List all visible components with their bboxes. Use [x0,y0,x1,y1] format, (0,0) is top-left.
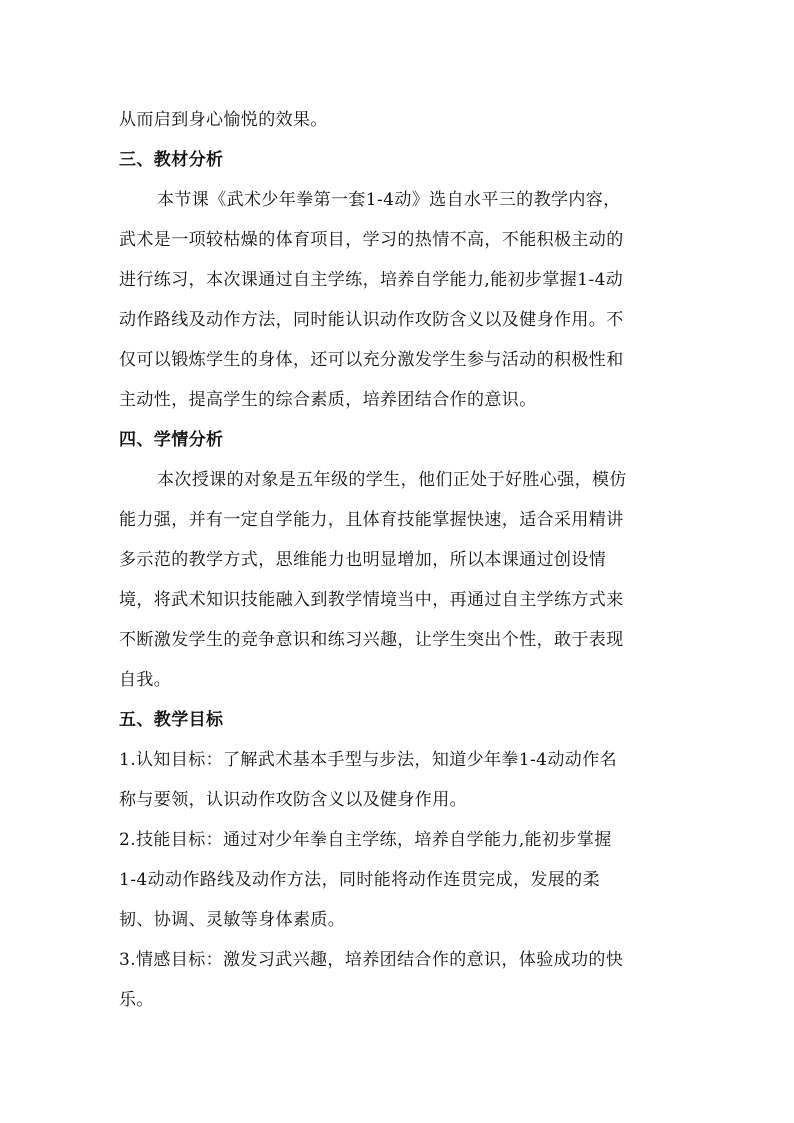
paragraph-line: 进行练习，本次课通过自主学练，培养自学能力,能初步掌握1-4动 [119,270,624,290]
paragraph-line: 动作路线及动作方法，同时能认识动作攻防含义以及健身作用。不 [119,310,624,330]
list-item-continuation: 韧、协调、灵敏等身体素质。 [119,910,346,930]
paragraph-line: 能力强，并有一定自学能力，且体育技能掌握快速，适合采用精讲 [119,510,624,530]
paragraph-line: 多示范的教学方式，思维能力也明显增加，所以本课通过创设情 [119,550,607,570]
paragraph-line: 武术是一项较枯燥的体育项目，学习的热情不高，不能积极主动的 [119,230,624,250]
section-heading-teaching-goals: 五、教学目标 [119,710,224,730]
paragraph-line: 自我。 [119,670,172,690]
paragraph-line: 本次授课的对象是五年级的学生，他们正处于好胜心强，模仿 [157,470,627,490]
list-item-continuation: 称与要领，认识动作攻防含义以及健身作用。 [119,790,467,810]
list-item-continuation: 乐。 [119,990,154,1010]
paragraph-line: 本节课《武术少年拳第一套1-4动》选自水平三的教学内容， [157,190,621,210]
paragraph-line: 主动性，提高学生的综合素质，培养团结合作的意识。 [119,390,537,410]
list-item-emotional-goal: 3.情感目标：激发习武兴趣，培养团结合作的意识，体验成功的快 [119,950,624,970]
paragraph-line: 仅可以锻炼学生的身体，还可以充分激发学生参与活动的积极性和 [119,350,624,370]
paragraph-line: 从而启到身心愉悦的效果。 [119,110,328,130]
paragraph-line: 境，将武术知识技能融入到教学情境当中，再通过自主学练方式来 [119,590,624,610]
section-heading-student-analysis: 四、学情分析 [119,430,224,450]
paragraph-line: 不断激发学生的竞争意识和练习兴趣，让学生突出个性，敢于表现 [119,630,624,650]
section-heading-textbook-analysis: 三、教材分析 [119,150,224,170]
list-item-continuation: 1-4动动作路线及动作方法，同时能将动作连贯完成，发展的柔 [119,870,600,890]
list-item-skill-goal: 2.技能目标：通过对少年拳自主学练，培养自学能力,能初步掌握 [119,830,612,850]
list-item-cognitive-goal: 1.认知目标：了解武术基本手型与步法，知道少年拳1-4动动作名 [119,750,617,770]
